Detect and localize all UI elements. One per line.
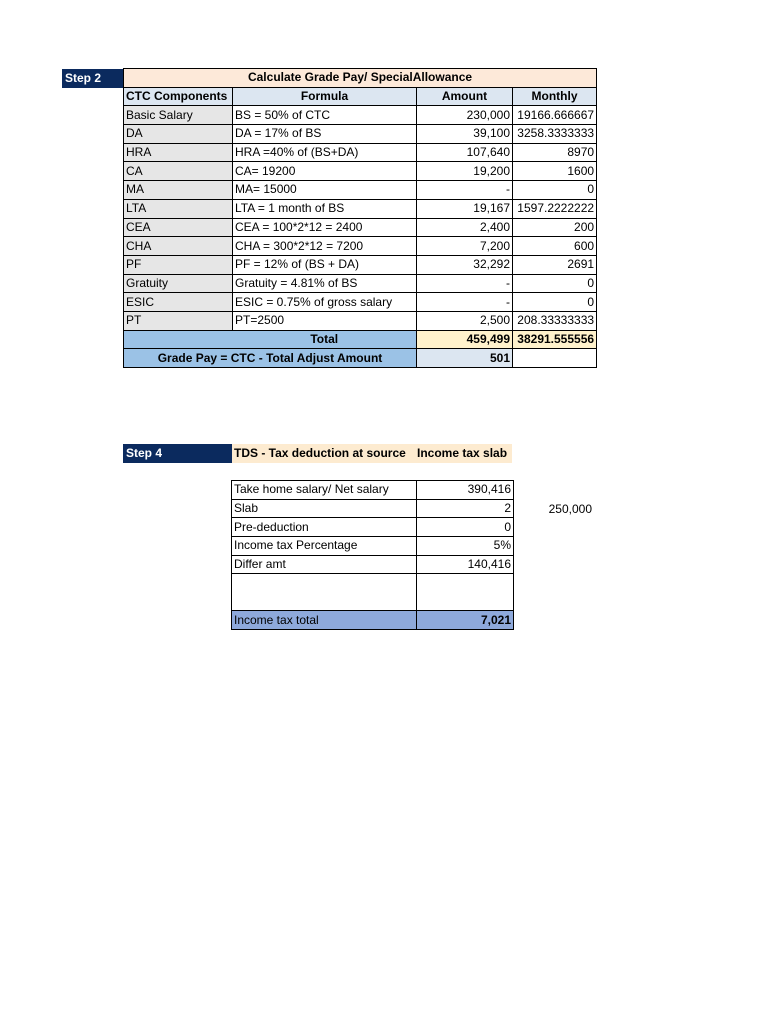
table-row — [124, 237, 597, 256]
component-cell: DA — [124, 125, 233, 144]
slab-side-value: 250,000 — [548, 502, 592, 516]
table-row — [124, 181, 597, 200]
income-tax-total-value: 7,021 — [417, 611, 514, 630]
amount-cell: 107,640 — [417, 143, 513, 162]
amount-cell: 32,292 — [417, 255, 513, 274]
formula-cell: MA= 15000 — [233, 181, 417, 200]
tds-row-value: 5% — [417, 537, 514, 556]
component-cell: LTA — [124, 199, 233, 218]
table-row — [124, 125, 597, 144]
column-header-monthly: Monthly — [513, 87, 597, 106]
formula-cell: LTA = 1 month of BS — [233, 199, 417, 218]
total-amount: 459,499 — [417, 330, 513, 349]
amount-cell: - — [417, 181, 513, 200]
component-cell: Gratuity — [124, 274, 233, 293]
monthly-cell: 0 — [513, 181, 597, 200]
monthly-cell: 0 — [513, 274, 597, 293]
amount-cell: - — [417, 293, 513, 312]
amount-cell: 2,400 — [417, 218, 513, 237]
tds-table — [231, 480, 514, 630]
column-header-components: CTC Components — [124, 87, 233, 106]
formula-cell: PT=2500 — [233, 311, 417, 330]
amount-cell: 2,500 — [417, 311, 513, 330]
monthly-cell: 3258.3333333 — [513, 125, 597, 144]
column-header-amount: Amount — [417, 87, 513, 106]
empty-cell — [417, 574, 514, 611]
component-cell: ESIC — [124, 293, 233, 312]
grade-pay-monthly — [513, 349, 597, 368]
ctc-table — [123, 68, 597, 368]
tds-row-value: 0 — [417, 518, 514, 537]
amount-cell: 19,167 — [417, 199, 513, 218]
formula-cell: ESIC = 0.75% of gross salary — [233, 293, 417, 312]
table-row — [124, 162, 597, 181]
formula-cell: DA = 17% of BS — [233, 125, 417, 144]
formula-cell: CA= 19200 — [233, 162, 417, 181]
amount-cell: 7,200 — [417, 237, 513, 256]
component-cell: CA — [124, 162, 233, 181]
tds-row-value: 140,416 — [417, 555, 514, 574]
income-tax-total-label: Income tax total — [232, 611, 417, 630]
tds-row-value: 390,416 — [417, 481, 514, 500]
ctc-table-title: Calculate Grade Pay/ SpecialAllowance — [124, 69, 597, 88]
table-row — [124, 293, 597, 312]
component-cell: HRA — [124, 143, 233, 162]
step2-label: Step 2 — [62, 69, 124, 88]
formula-cell: CHA = 300*2*12 = 7200 — [233, 237, 417, 256]
amount-cell: 19,200 — [417, 162, 513, 181]
table-row — [124, 311, 597, 330]
table-row — [232, 555, 514, 574]
grade-pay-label: Grade Pay = CTC - Total Adjust Amount — [124, 349, 417, 368]
table-row — [232, 537, 514, 556]
tds-label: TDS - Tax deduction at source — [232, 444, 411, 463]
monthly-cell: 2691 — [513, 255, 597, 274]
grade-pay-amount: 501 — [417, 349, 513, 368]
monthly-cell: 8970 — [513, 143, 597, 162]
monthly-cell: 19166.666667 — [513, 106, 597, 125]
monthly-cell: 1597.2222222 — [513, 199, 597, 218]
table-row — [232, 518, 514, 537]
component-cell: MA — [124, 181, 233, 200]
tds-row-label: Income tax Percentage — [232, 537, 417, 556]
amount-cell: - — [417, 274, 513, 293]
formula-cell: BS = 50% of CTC — [233, 106, 417, 125]
tds-row-label: Take home salary/ Net salary — [232, 481, 417, 500]
monthly-cell: 0 — [513, 293, 597, 312]
monthly-cell: 208.33333333 — [513, 311, 597, 330]
table-row — [124, 255, 597, 274]
table-row — [232, 481, 514, 500]
formula-cell: PF = 12% of (BS + DA) — [233, 255, 417, 274]
formula-cell: CEA = 100*2*12 = 2400 — [233, 218, 417, 237]
component-cell: PF — [124, 255, 233, 274]
step4-label: Step 4 — [123, 444, 232, 463]
amount-cell: 39,100 — [417, 125, 513, 144]
component-cell: Basic Salary — [124, 106, 233, 125]
monthly-cell: 1600 — [513, 162, 597, 181]
tds-row-label: Pre-deduction — [232, 518, 417, 537]
table-row — [124, 106, 597, 125]
formula-cell: Gratuity = 4.81% of BS — [233, 274, 417, 293]
empty-cell — [232, 574, 417, 611]
income-tax-slab-label: Income tax slab — [411, 444, 512, 463]
tds-row-label: Slab — [232, 499, 417, 518]
table-row — [124, 218, 597, 237]
total-label: Total — [233, 330, 417, 349]
total-spacer — [124, 330, 233, 349]
column-header-formula: Formula — [233, 87, 417, 106]
amount-cell: 230,000 — [417, 106, 513, 125]
component-cell: PT — [124, 311, 233, 330]
table-row — [124, 199, 597, 218]
total-monthly: 38291.555556 — [513, 330, 597, 349]
table-row — [232, 499, 514, 518]
table-row — [124, 143, 597, 162]
tds-row-label: Differ amt — [232, 555, 417, 574]
component-cell: CEA — [124, 218, 233, 237]
table-row — [124, 274, 597, 293]
tds-row-value: 2 — [417, 499, 514, 518]
formula-cell: HRA =40% of (BS+DA) — [233, 143, 417, 162]
component-cell: CHA — [124, 237, 233, 256]
monthly-cell: 200 — [513, 218, 597, 237]
monthly-cell: 600 — [513, 237, 597, 256]
